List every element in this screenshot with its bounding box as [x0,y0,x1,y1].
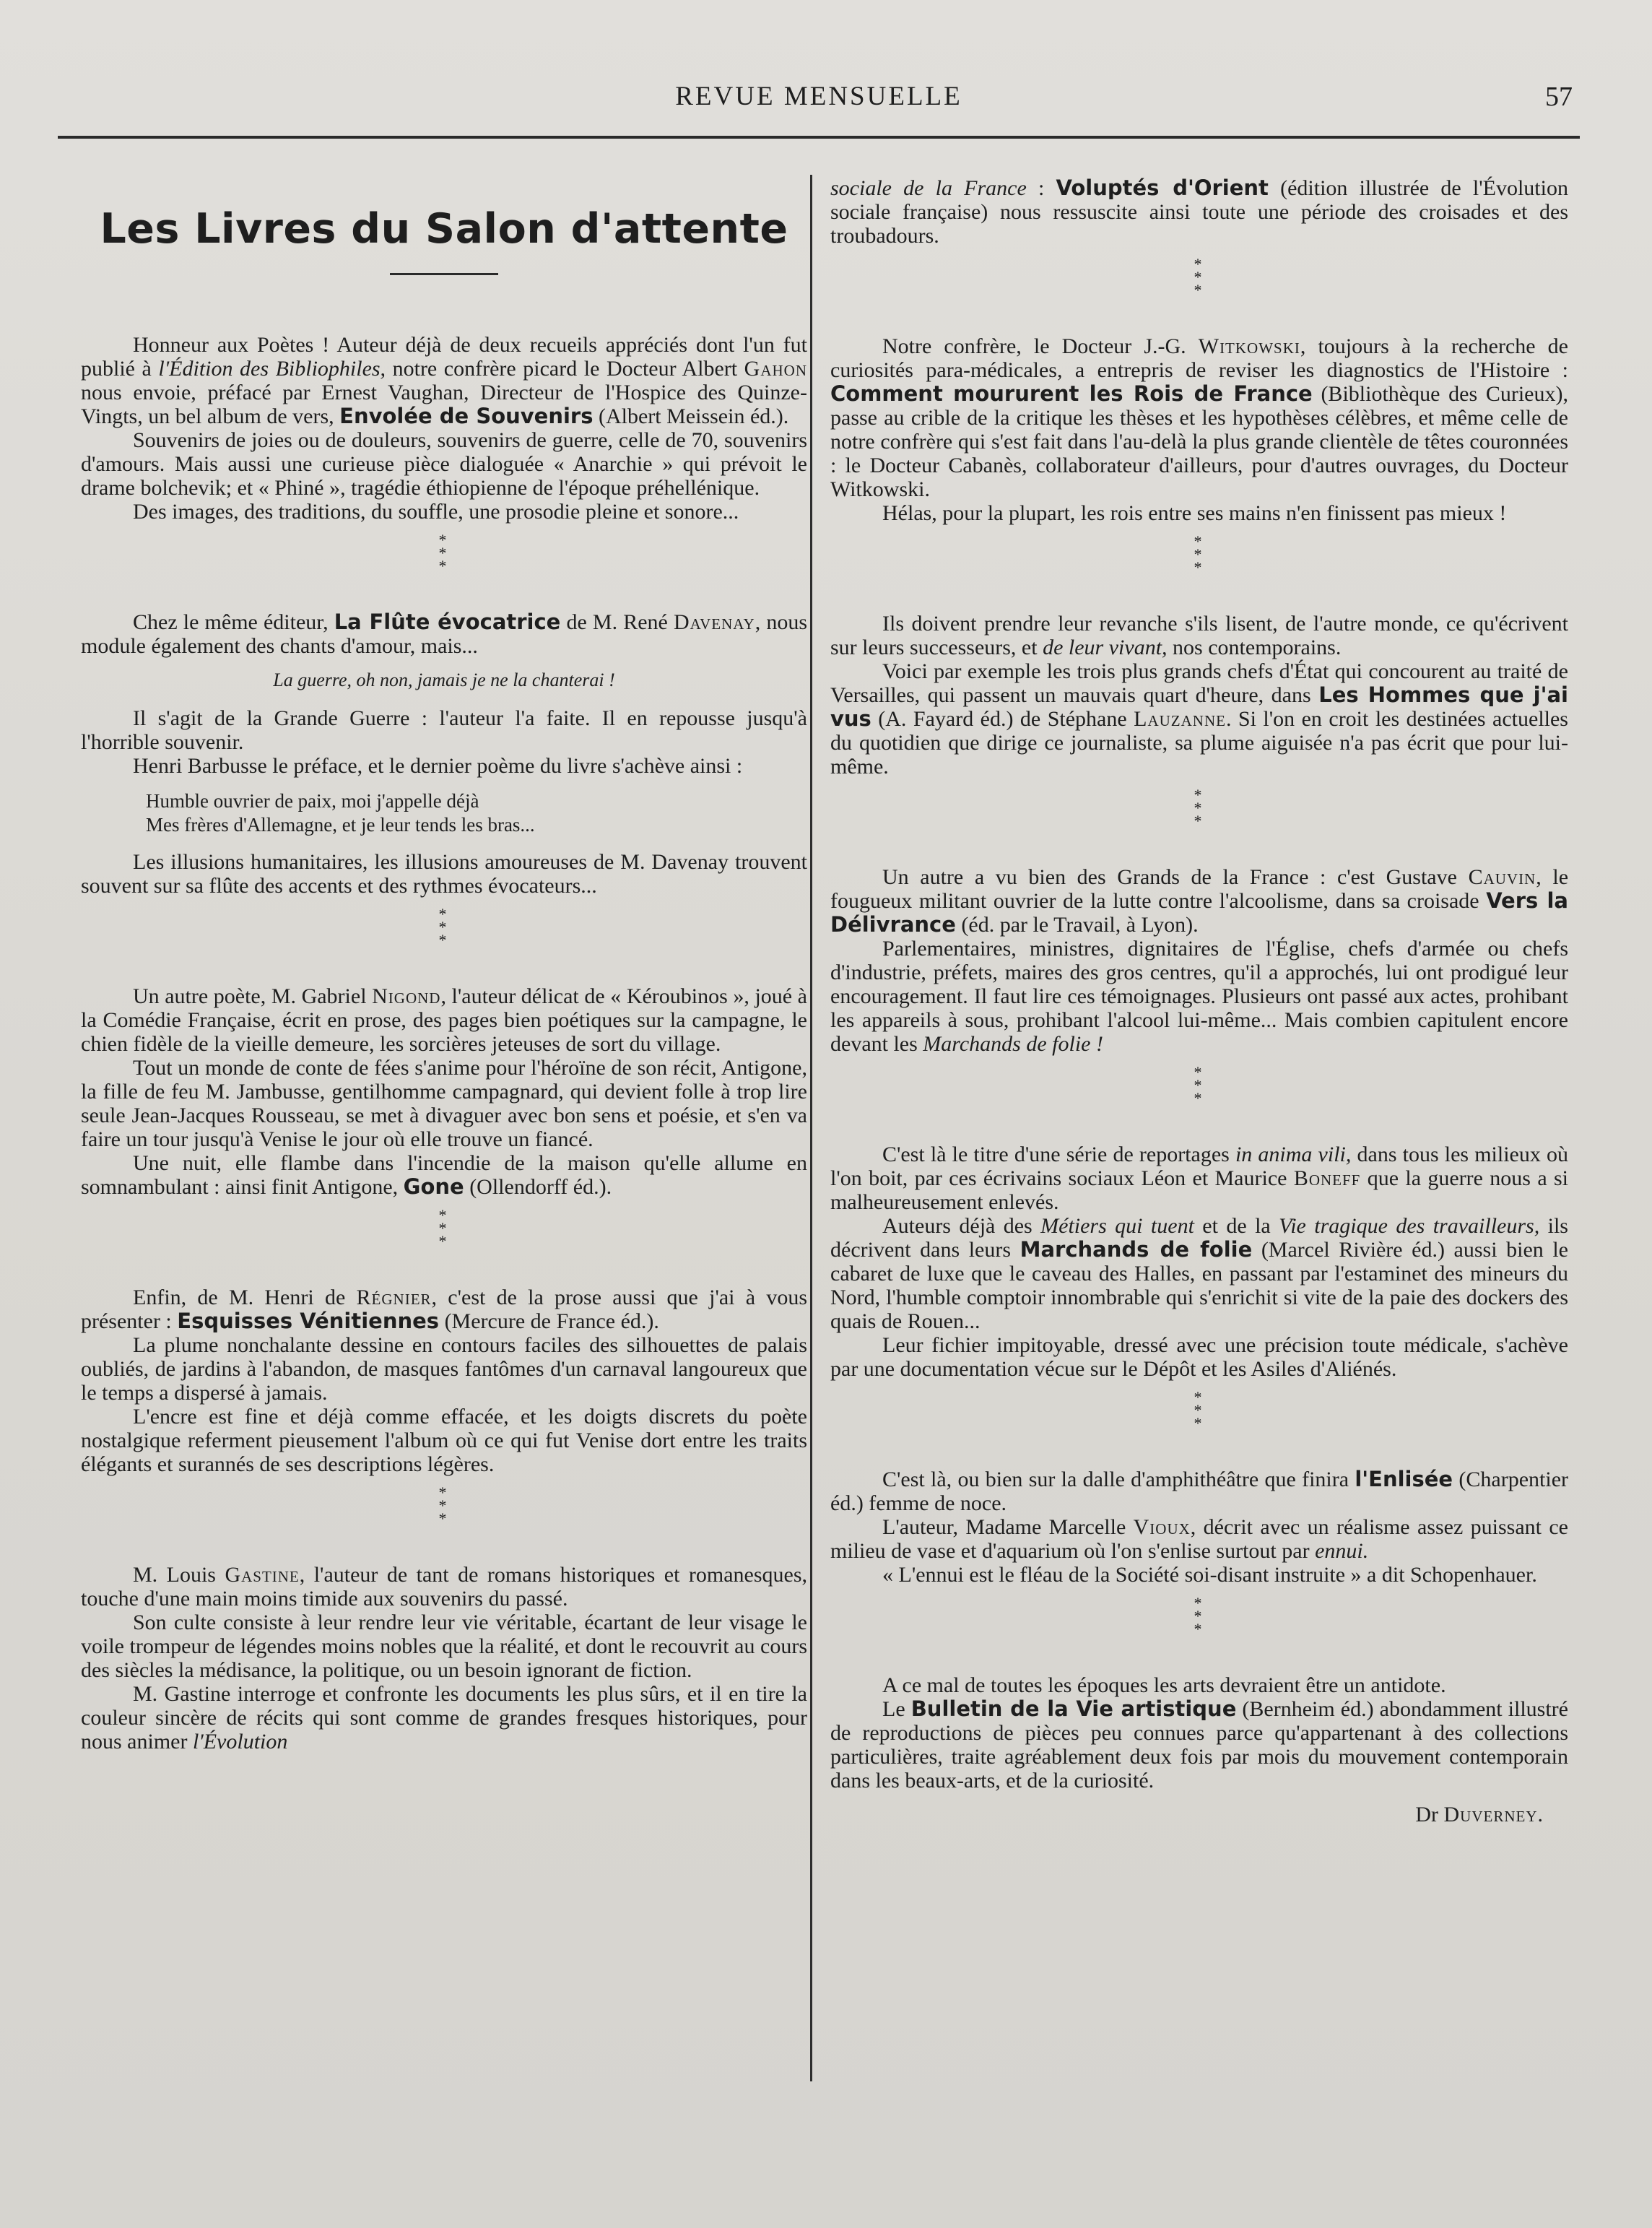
paragraph: Ils doivent prendre leur revanche s'ils lisent, de l'autre monde, ce qu'écrivent sur leurs successeurs, et de leur vivant, nos contemporains. [830,612,1568,659]
paragraph: Leur fichier impitoyable, dressé avec une précision toute médicale, s'achève par une documentation vécue sur le Dépôt et les Asiles d'Aliénés. [830,1333,1568,1381]
section-asterism: * * * [438,531,450,575]
author-signature: Dr Duverney. [1415,1803,1544,1826]
section-asterism: * * * [438,1483,450,1527]
paragraph: Il s'agit de la Grande Guerre : l'auteur l'a faite. Il en repousse jusqu'à l'horrible souvenir. [81,706,807,754]
book-title: Vers la Délivrance [830,888,1568,937]
book-title: Gone [403,1174,464,1199]
book-title: Envolée de Souvenirs [339,404,594,428]
paragraph: Hélas, pour la plupart, les rois entre ses mains n'en finissent pas mieux ! [882,501,1507,525]
paragraph: Souvenirs de joies ou de douleurs, souvenirs de guerre, celle de 70, souvenirs d'amours. Mais aussi une curieuse pièce dialoguée « Anarchie » qui prévoit le drame bolchevik; et « Phiné », tragédie éthiopienne de l'époque préhellénique. [81,428,807,500]
paragraph: Chez le même éditeur, La Flûte évocatrice de M. René Davenay, nous module également des chants d'amour, mais... [81,610,808,658]
book-title: Comment moururent les Rois de France [830,381,1313,406]
paragraph: Les illusions humanitaires, les illusions amoureuses de M. Davenay trouvent souvent sur sa flûte des accents et des rythmes évocateurs... [81,850,807,898]
paragraph: Le Bulletin de la Vie artistique (Bernheim éd.) abondamment illustré de reproductions de pièces peu connues parce qu'appartenant à des collections particulières, traite agréablement deux fois par mois du mouvement contemporain dans les beaux-arts, et de la curiosité. [830,1696,1568,1793]
book-title: l'Enlisée [1355,1467,1453,1491]
paragraph: Des images, des traditions, du souffle, une prosodie pleine et sonore... [133,500,739,524]
paragraph: Un autre poète, M. Gabriel Nigond, l'auteur délicat de « Kéroubinos », joué à la Comédie Française, écrit en prose, des pages bien poétiques sur la campagne, le chien fidèle de la vieille demeure, les sorcières jeteuses de sort du village. [81,984,807,1056]
paragraph: L'encre est fine et déjà comme effacée, et les doigts discrets du poète nostalgique referment pieusement l'album où ce qui fut Venise dort entre les traits élégants et surannés de ses descriptions légères. [81,1405,807,1476]
book-title: Les Hommes que j'ai vus [830,682,1568,731]
book-title: Voluptés d'Orient [1056,175,1269,200]
section-asterism: * * * [1194,532,1205,576]
section-asterism: * * * [1194,1388,1205,1432]
poem-excerpt: Humble ouvrier de paix, moi j'appelle déjà Mes frères d'Allemagne, et je leur tends les bras... [146,790,535,836]
header-rule [58,136,1580,139]
paragraph: Voici par exemple les trois plus grands chefs d'État qui concourent au traité de Versailles, qui passent un mauvais quart d'heure, dans Les Hommes que j'ai vus (A. Fayard éd.) de Stéphane Lauzanne. Si l'on en croit les destinées actuelles du quotidien que dirige ce journaliste, sa plume aiguisée n'a pas écrit que pour lui-même. [830,659,1568,779]
paragraph: L'auteur, Madame Marcelle Vioux, décrit avec un réalisme assez puissant ce milieu de vase et d'aquarium où l'on s'enlise surtout par ennui. [830,1515,1568,1563]
book-title: Esquisses Vénitiennes [177,1309,440,1333]
paragraph: Notre confrère, le Docteur J.-G. Witkowski, toujours à la recherche de curiosités para-médicales, a entrepris de reviser les diagnostics de l'Histoire : Comment moururent les Rois de France (Bibliothèque des Curieux), passe au crible de la critique les thèses et les hypothèses célèbres, et même celle de notre confrère qui s'est fait dans l'au-delà la plus grande clientèle de têtes couronnées : le Docteur Cabanès, collaborateur d'ailleurs, pour d'autres ouvrages, du Docteur Witkowski. [830,334,1568,501]
paragraph: Parlementaires, ministres, dignitaires de l'Église, chefs d'armée ou chefs d'industrie, préfets, maires des gros centres, qu'il a approchés, lui ont prodigué leur encouragement. Il faut lire ces témoignages. Plusieurs ont passé aux actes, prohibant les appareils à sous, prohibant l'alcool lui-même... Mais combien capitulent encore devant les Marchands de folie ! [830,937,1568,1056]
column-divider [810,175,812,2081]
paragraph: C'est là le titre d'une série de reportages in anima vili, dans tous les milieux où l'on boit, par ces écrivains sociaux Léon et Maurice Boneff que la guerre nous a si malheureusement enlevés. [830,1143,1569,1214]
paragraph: Un autre a vu bien des Grands de la France : c'est Gustave Cauvin, le fougueux militant ouvrier de la lutte contre l'alcoolisme, dans sa croisade Vers la Délivrance (éd. par le Travail, à Lyon). [830,865,1569,937]
paragraph: Une nuit, elle flambe dans l'incendie de la maison qu'elle allume en somnambulant : ainsi finit Antigone, Gone (Ollendorff éd.). [81,1151,807,1199]
paragraph: Enfin, de M. Henri de Régnier, c'est de la prose aussi que j'ai à vous présenter : Esquisses Vénitiennes (Mercure de France éd.). [81,1286,807,1333]
paragraph: Son culte consiste à leur rendre leur vie véritable, écartant de leur visage le voile trompeur de légendes moins nobles que la réalité, et dont le recouvrit au cours des siècles la médisance, la politique, ou un besoin ignorant de fiction. [81,1611,807,1682]
page-number: 57 [1545,82,1573,112]
quoted-verse: La guerre, oh non, jamais je ne la chanterai ! [273,669,615,690]
paragraph: Henri Barbusse le préface, et le dernier poème du livre s'achève ainsi : [133,754,743,778]
paragraph: C'est là, ou bien sur la dalle d'amphithéâtre que finira l'Enlisée (Charpentier éd.) femme de noce. [830,1467,1568,1515]
paragraph: M. Gastine interroge et confronte les documents les plus sûrs, et il en tire la couleur sincère de récits qui sont comme de grandes fresques historiques, pour nous animer l'Évolution [81,1682,807,1754]
section-asterism: * * * [438,905,450,949]
paragraph: Auteurs déjà des Métiers qui tuent et de la Vie tragique des travailleurs, ils décrivent dans leurs Marchands de folie (Marcel Rivière éd.) aussi bien le cabaret de luxe que le caveau des Halles, en passant par l'estaminet des mineurs du Nord, l'humble comptoir innombrable qui s'enrichit si vite de la paie des dockers des quais de Rouen... [830,1214,1568,1333]
paragraph: A ce mal de toutes les époques les arts devraient être un antidote. [882,1673,1446,1697]
paragraph: Honneur aux Poètes ! Auteur déjà de deux recueils appréciés dont l'un fut publié à l'Édition des Bibliophiles, notre confrère picard le Docteur Albert Gahon nous envoie, préfacé par Ernest Vaughan, Directeur de l'Hospice des Quinze-Vingts, un bel album de vers, Envolée de Souvenirs (Albert Meissein éd.). [81,333,807,428]
article-title: Les Livres du Salon d'attente [100,205,788,253]
paragraph: sociale de la France : Voluptés d'Orient (édition illustrée de l'Évolution sociale française) nous ressuscite ainsi toute une période des croisades et des troubadours. [830,175,1568,248]
section-asterism: * * * [438,1206,450,1250]
book-title: Marchands de folie [1020,1237,1253,1262]
paragraph: La plume nonchalante dessine en contours faciles des silhouettes de palais oubliés, de jardins à l'abandon, de masques fantômes d'un carnaval langoureux que le temps a dispersé à jamais. [81,1333,807,1405]
book-title: Bulletin de la Vie artistique [910,1696,1237,1721]
section-asterism: * * * [1194,1063,1205,1107]
book-title: La Flûte évocatrice [334,610,561,634]
quotation: « L'ennui est le fléau de la Société soi-disant instruite » a dit Schopenhauer. [882,1563,1537,1587]
right-column [830,176,1568,1826]
paragraph: Tout un monde de conte de fées s'anime pour l'héroïne de son récit, Antigone, la fille de feu M. Jambusse, gentilhomme campagnard, qui devient folle à trop lire seule Jean-Jacques Rousseau, se met à divaguer avec bon sens et poésie, et s'en va faire un tour jusqu'à Venise le jour où elle trouve un fiancé. [81,1056,807,1151]
running-head [65,81,1573,118]
section-asterism: * * * [1194,1594,1205,1638]
title-underline [390,273,498,275]
section-asterism: * * * [1194,786,1205,830]
left-column [81,172,807,1754]
running-title: REVUE MENSUELLE [675,82,962,111]
paragraph: M. Louis Gastine, l'auteur de tant de romans historiques et romanesques, touche d'une main moins timide aux souvenirs du passé. [81,1563,808,1611]
section-asterism: * * * [1194,255,1205,299]
